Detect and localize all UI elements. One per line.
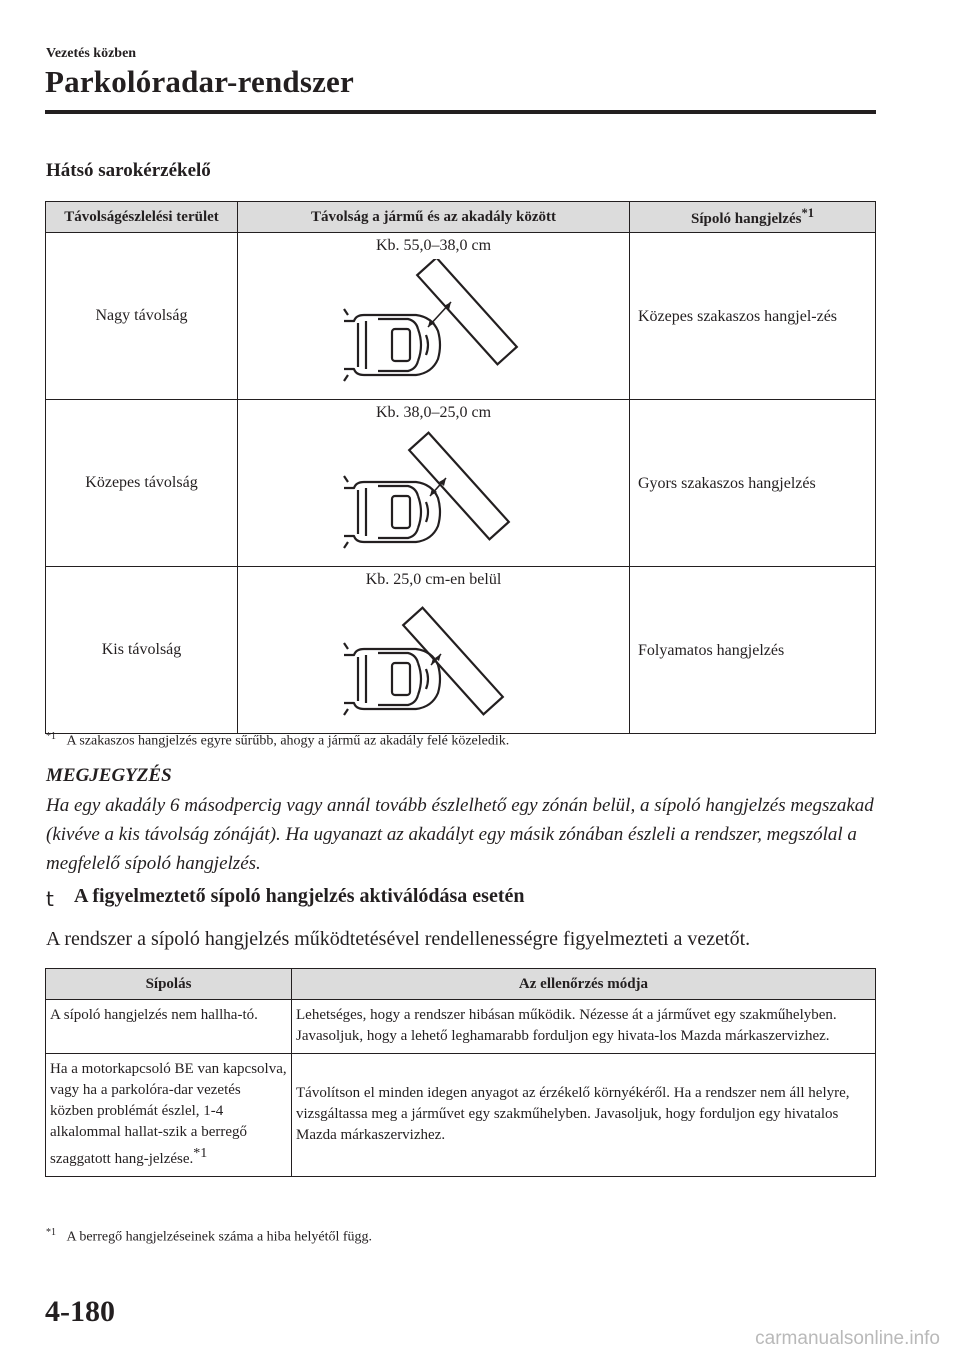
check-method-cell: Lehetséges, hogy a rendszer hibásan működik. Nézesse át a járművet egy szakműhelyben. Javasoljuk, hogy a lehető leghamarabb forduljon egy hivata-los Mazda márkaszervizhez. <box>292 1000 876 1054</box>
table-row <box>46 233 876 400</box>
car-sensor-diagram <box>334 259 534 389</box>
car-sensor-diagram <box>334 426 534 556</box>
header-check-method: Az ellenőrzés módja <box>292 969 876 1000</box>
warning-table <box>45 968 876 1177</box>
footnote-text: A berregő hangjelzéseinek száma a hiba helyétől függ. <box>66 1229 373 1245</box>
beep-type-cell <box>46 1054 292 1177</box>
zone-cell: Közepes távolság <box>46 400 238 567</box>
distance-value: Kb. 25,0 cm-en belül <box>365 571 502 588</box>
note-body: Ha egy akadály 6 másodpercig vagy annál tovább észlelhető egy zónán belül, a sípoló hangjelzés megszakad (kivéve a kis távolság zónáját). Ha ugyanazt az akadályt egy másik zónában észleli a rendszer, megszólal a megfelelő sípoló hangjelzés. <box>46 795 874 874</box>
table-row <box>46 1000 876 1054</box>
page-number: 4-180 <box>45 1295 115 1328</box>
distance-cell <box>238 567 630 734</box>
header-distance: Távolság a jármű és az akadály között <box>238 202 630 233</box>
beep-type-text: Ha a motorkapcsoló BE van kapcsolva, vagy ha a parkolóra-dar vezetés közben problémát észlel, 1-4 alkalommal hallat-szik a berregő szaggatott hang-jelzése. <box>50 1061 287 1167</box>
table1-footnote <box>46 731 509 750</box>
header-beep <box>630 202 876 233</box>
header-zone: Távolságészlelési terület <box>46 202 238 233</box>
page-title: Parkolóradar-rendszer <box>45 64 354 99</box>
beep-cell: Közepes szakaszos hangjel-zés <box>630 233 876 400</box>
beep-cell: Folyamatos hangjelzés <box>630 567 876 734</box>
beep-type-mark: *1 <box>193 1146 208 1161</box>
beep-type-cell: A sípoló hangjelzés nem hallha-tó. <box>46 1000 292 1054</box>
section-heading: A figyelmeztető sípoló hangjelzés aktiválódása esetén <box>74 885 525 907</box>
distance-value: Kb. 38,0–25,0 cm <box>375 404 492 421</box>
watermark: carmanualsonline.info <box>755 1328 940 1349</box>
zone-cell: Nagy távolság <box>46 233 238 400</box>
section-intro: A rendszer a sípoló hangjelzés működtetésével rendellenességre figyelmezteti a vezetőt. <box>46 928 751 950</box>
check-method-cell: Távolítson el minden idegen anyagot az érzékelő környékéről. Ha a rendszer nem áll helyre, vizsgáltassa meg a járművet egy szakműhelyben. Javasoljuk, hogy forduljon egy hivatalos Mazda márkaszervizhez. <box>292 1054 876 1177</box>
table2-footnote <box>46 1227 372 1246</box>
bullet-icon: t <box>46 887 54 911</box>
distance-table <box>45 201 876 734</box>
footnote-mark: *1 <box>46 731 56 742</box>
distance-value: Kb. 55,0–38,0 cm <box>375 237 492 254</box>
car-sensor-diagram <box>334 593 534 723</box>
footnote-mark: *1 <box>46 1227 56 1238</box>
note-title: MEGJEGYZÉS <box>46 765 172 786</box>
distance-cell <box>238 400 630 567</box>
section-label: Vezetés közben <box>46 46 137 61</box>
footnote-text: A szakaszos hangjelzés egyre sűrűbb, ahogy a jármű az akadály felé közeledik. <box>66 733 510 749</box>
distance-cell <box>238 233 630 400</box>
header-beep-label: Sípoló hangjelzés <box>691 211 802 227</box>
header-beep-type: Sípolás <box>46 969 292 1000</box>
table-row <box>46 400 876 567</box>
header-beep-mark: *1 <box>801 206 814 220</box>
subtitle: Hátsó sarokérzékelő <box>46 160 211 181</box>
table-row <box>46 1054 876 1177</box>
table-row <box>46 567 876 734</box>
beep-cell: Gyors szakaszos hangjelzés <box>630 400 876 567</box>
title-rule <box>45 110 876 114</box>
zone-cell: Kis távolság <box>46 567 238 734</box>
